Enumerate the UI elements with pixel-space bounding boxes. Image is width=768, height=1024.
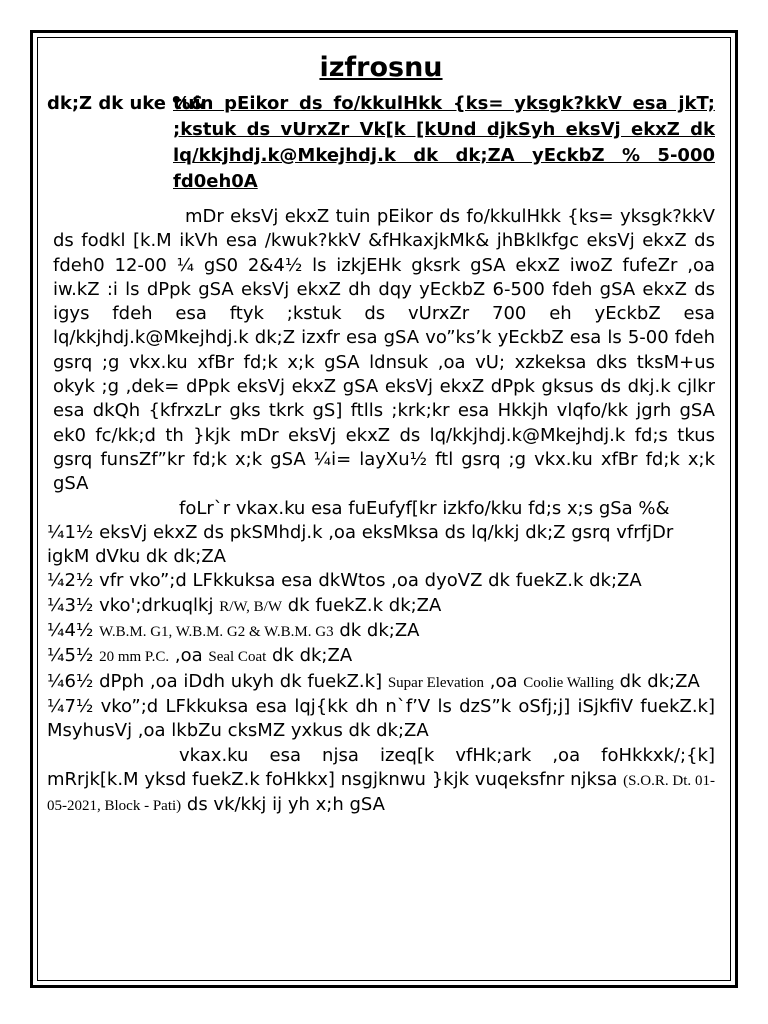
- provision-item-6-english-1: Supar Elevation: [387, 674, 485, 691]
- closing-sor-reference: (S.O.R. Dt. 01-05-2021, Block - Pati): [47, 772, 715, 815]
- provision-item-6: [47, 670, 715, 695]
- provision-item-4-english: W.B.M. G1, W.B.M. G2 & W.B.M. G3: [99, 624, 334, 641]
- subject-text: tuin pEikor ds fo/kkulHkk {ks= yksgk?kkV esa jkT; ;kstuk ds vUrxZr Vk[k [kUnd djkSyh eksVj ekxZ dk lq/kkjhdj.k@Mkejhdj.k dk dk;ZA yEckbZ % 5-000 fd0eh0A: [173, 93, 715, 192]
- provision-item-4-num: ¼4½: [47, 620, 94, 642]
- provision-item-3: [47, 594, 715, 619]
- provision-item-5-tail: dk dk;ZA: [272, 645, 353, 667]
- subject-block: [47, 91, 715, 195]
- provision-item-3-text: ¼3½ vko';drkuqlkj: [47, 594, 214, 616]
- provision-item-2: ¼2½ vfr vko”;d LFkkuksa esa dkWtos ,oa dyoVZ dk fuekZ.k dk;ZA: [47, 570, 642, 592]
- document-body: [47, 51, 715, 818]
- provision-item-5-and: ,oa: [174, 645, 203, 667]
- provision-item-6-tail: dk dk;ZA: [619, 670, 700, 692]
- provision-item-4-tail: dk dk;ZA: [339, 620, 420, 642]
- closing-tail: ds vk/kkj ij yh x;h gSA: [186, 794, 385, 816]
- provision-item-7: ¼7½ vko”;d LFkkuksa esa lqj{kk dh n`f’V ls dzS”k oSfj;j] iSjkfiV fuekZ.k] MsyhusVj ,oa lkbZu cksMZ yxkus dk dk;ZA: [47, 695, 715, 742]
- provision-item-5-english-2: Seal Coat: [208, 649, 267, 666]
- provision-item-5: [47, 644, 715, 669]
- paragraph-main: mDr eksVj ekxZ tuin pEikor ds fo/kkulHkk {ks= yksgk?kkV ds fodkl [k.M ikVh esa /kwuk?kkV &fHkaxjkMk& jhBklkfgc eksVj ekxZ ds fdeh0 12-00 ¼ gS0 2&4½ ls izkjEHk gksrk gSA ekxZ iwoZ fufeZr ,oa iw.kZ :i ls dPpk gSA eksVj ekxZ dh dqy yEckbZ 6-500 fdeh gSA ekxZ ds igys fdeh esa ftyk ;kstuk ds vUrxZr 700 eh yEckbZ esa lq/kkjhdj.k@Mkejhdj.k dk;Z izxfr esa gSA vo”ks’k yEckbZ esa ls 5-00 fdeh gsrq ;g vkx.ku xfBr fd;k x;k gSA ldnsuk ,oa vU; xzkeksa dks tksM+us okyk ;g ,dek= dPpk eksVj ekxZ gSA eksVj ekxZ dPpk gksus ds dkj.k cjlkr esa dkQh {kfrxzLr gks tkrk gS] ftlls ;krk;kr esa Hkkjh vlqfo/kk jgrh gSA ek0 fc/kk;d th }kjk mDr eksVj ekxZ ds lq/kkjhdj.k@Mkejhdj.k fd;s tkus gsrq funsZf”kr fd;k x;k gSA ¼i= layXu½ ftl gsrq ;g vkx.ku xfBr fd;k x;k gSA: [53, 206, 715, 495]
- page-border-outer: [30, 30, 738, 988]
- provision-item-3-english: R/W, B/W: [219, 598, 283, 615]
- closing-text: vkax.ku esa njsa izeq[k vfHk;ark ,oa foHkkxk/;{k] mRrjk[k.M yksd fuekZ.k foHkkx] nsgjknwu }kjk vuqeksfnr njksa: [47, 744, 715, 790]
- subject-label: dk;Z dk uke %&: [47, 93, 207, 114]
- paragraph-provisions-intro: foLr`r vkax.ku esa fuEufyf[kr izkfo/kku fd;s x;s gSa %&: [179, 497, 670, 519]
- paragraph-closing: [47, 744, 715, 819]
- provision-item-1: ¼1½ eksVj ekxZ ds pkSMhdj.k ,oa eksMksa ds lq/kkj dk;Z gsrq vfrfjDr igkM dVku dk dk;ZA: [47, 521, 674, 568]
- provision-item-5-english-1: 20 mm P.C.: [99, 649, 170, 666]
- provision-item-4: [47, 619, 715, 644]
- document-title: izfrosnu: [319, 52, 443, 83]
- provision-item-6-english-2: Coolie Walling: [523, 674, 614, 691]
- provision-item-3-tail: dk fuekZ.k dk;ZA: [287, 594, 442, 616]
- provision-item-5-num: ¼5½: [47, 645, 94, 667]
- provision-item-6-text: ¼6½ dPph ,oa iDdh ukyh dk fuekZ.k]: [47, 670, 383, 692]
- provision-item-6-and: ,oa: [489, 670, 518, 692]
